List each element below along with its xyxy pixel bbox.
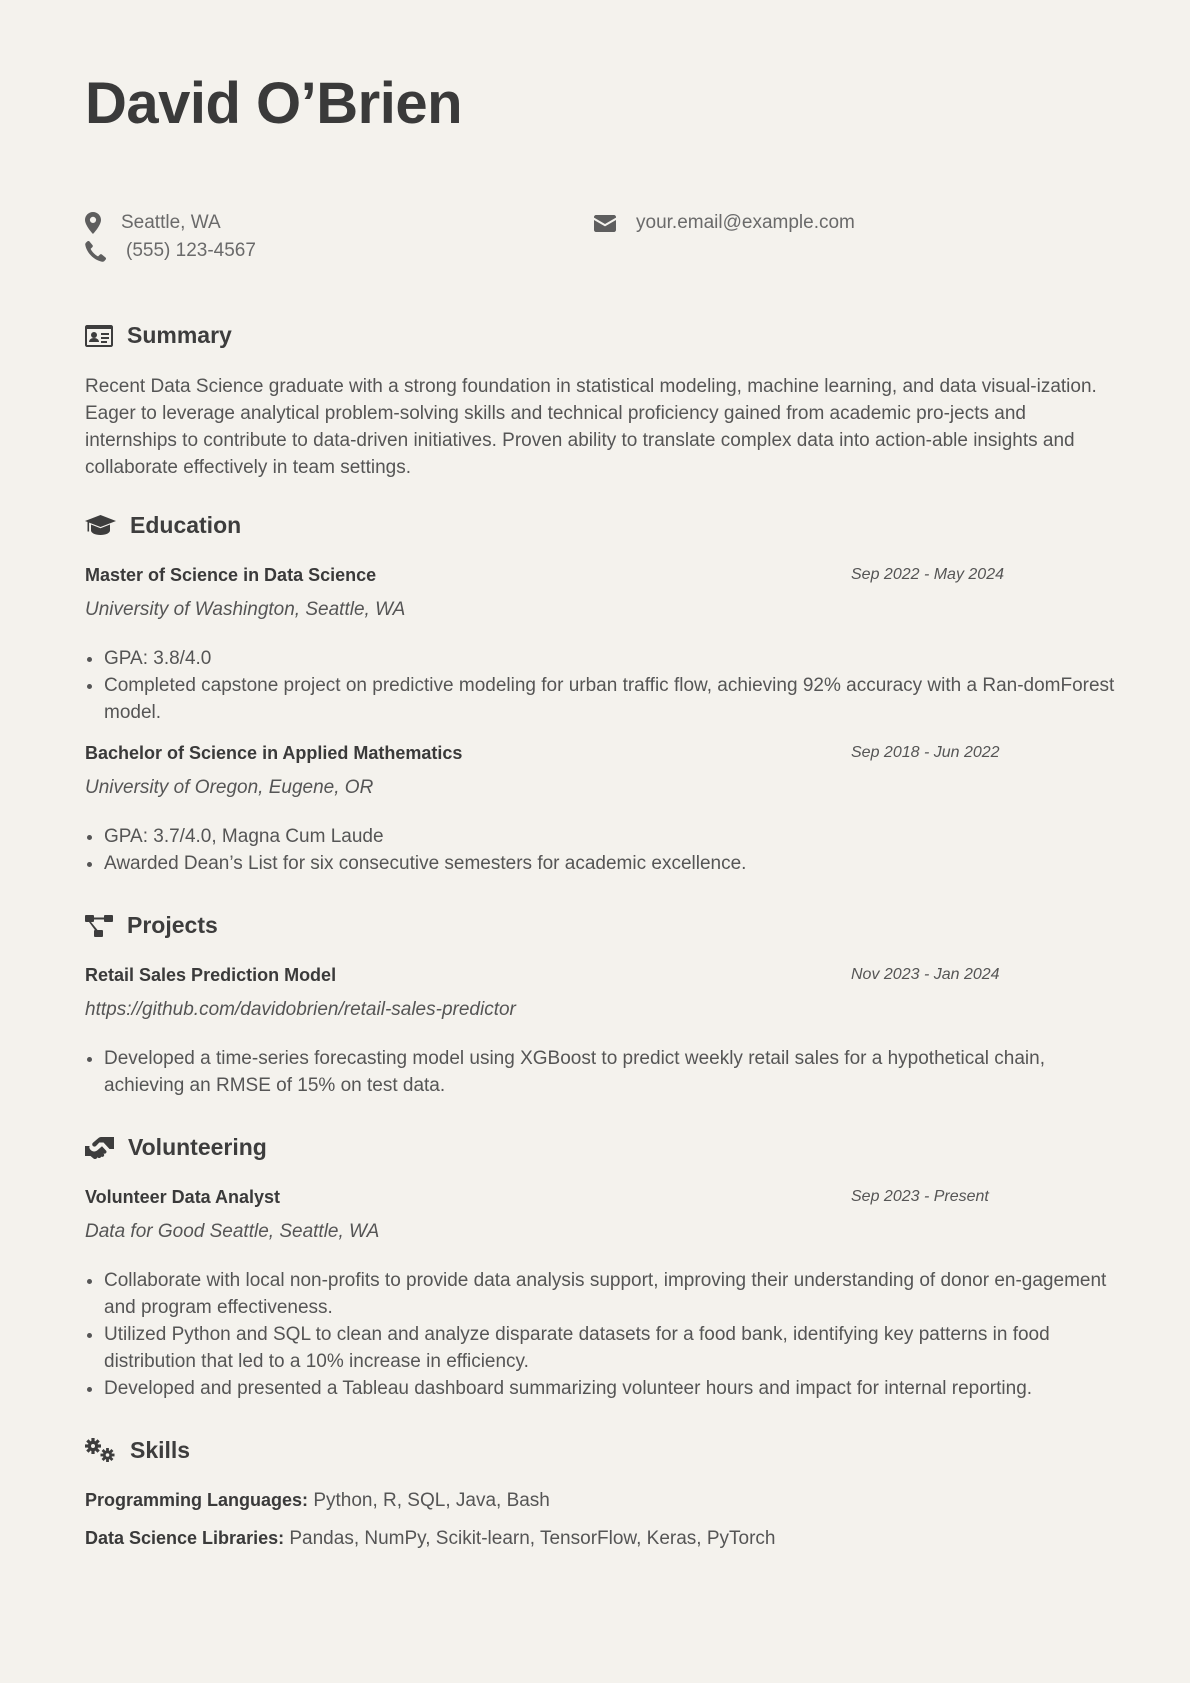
volunteer-1-date: Sep 2023 - Present xyxy=(851,1188,989,1205)
list-item: • Developed a time-series forecasting model using XGBoost to predict weekly retail sales for a hypothetical chain, achieving an RMSE of 15% on test data. xyxy=(104,1045,1129,1099)
volunteer-1-organization: Data for Good Seattle, Seattle, WA xyxy=(85,1221,380,1242)
location-text: Seattle, WA xyxy=(121,212,221,233)
phone-icon xyxy=(85,241,106,262)
projects-heading xyxy=(85,912,218,939)
education-title: Education xyxy=(130,512,242,538)
handshake-icon xyxy=(85,1137,114,1159)
education-2-title: Bachelor of Science in Applied Mathematics xyxy=(85,743,463,763)
id-card-icon xyxy=(85,325,113,347)
volunteer-1-bullets xyxy=(85,1267,1129,1402)
candidate-name: David O’Brien xyxy=(85,71,463,136)
education-1-bullets xyxy=(85,645,1129,726)
education-2-date: Sep 2018 - Jun 2022 xyxy=(851,744,1000,761)
project-1-bullets xyxy=(85,1045,1129,1099)
education-2-bullets xyxy=(85,823,1129,877)
education-1-date: Sep 2022 - May 2024 xyxy=(851,566,1004,583)
volunteering-title: Volunteering xyxy=(128,1134,267,1160)
summary-title: Summary xyxy=(127,322,232,348)
list-item: • Collaborate with local non-profits to provide data analysis support, improving their understanding of donor en-gagement and program effectiveness. xyxy=(104,1267,1129,1321)
email-link[interactable]: your.email@example.com xyxy=(636,212,855,233)
list-item: • Completed capstone project on predictive modeling for urban traffic flow, achieving 92% accuracy with a Ran-domForest model. xyxy=(104,672,1129,726)
list-item: • GPA: 3.8/4.0 xyxy=(104,645,1129,672)
map-marker-icon xyxy=(85,212,101,234)
list-item: • Developed and presented a Tableau dashboard summarizing volunteer hours and impact for internal reporting. xyxy=(104,1375,1129,1402)
skill-line-libraries xyxy=(85,1528,775,1550)
project-diagram-icon xyxy=(85,915,113,937)
phone-text: (555) 123-4567 xyxy=(126,240,256,261)
project-1-link[interactable]: https://github.com/davidobrien/retail-sales-predictor xyxy=(85,999,516,1020)
contact-phone xyxy=(85,240,256,262)
list-item: • GPA: 3.7/4.0, Magna Cum Laude xyxy=(104,823,1129,850)
skill-label: Programming Languages: xyxy=(85,1490,309,1510)
skills-title: Skills xyxy=(130,1437,191,1463)
list-item: • Utilized Python and SQL to clean and analyze disparate datasets for a food bank, identifying key patterns in food distribution that led to a 10% increase in efficiency. xyxy=(104,1321,1129,1375)
projects-title: Projects xyxy=(127,912,218,938)
summary-text: Recent Data Science graduate with a strong foundation in statistical modeling, machine learning, and data visual-ization. Eager to leverage analytical problem-solving skills and technical proficiency gained from academic pro-jects and internships to contribute to data-driven initiatives. Proven ability to translate complex data into action-able insights and collaborate effectively in team settings. xyxy=(85,376,1097,478)
skill-value: Python, R, SQL, Java, Bash xyxy=(313,1490,550,1511)
skill-value: Pandas, NumPy, Scikit-learn, TensorFlow, Keras, PyTorch xyxy=(289,1528,776,1549)
volunteer-1-title: Volunteer Data Analyst xyxy=(85,1187,281,1207)
contact-location xyxy=(85,212,221,234)
summary-heading xyxy=(85,322,232,349)
volunteering-heading xyxy=(85,1134,267,1161)
skill-line-programming xyxy=(85,1490,550,1512)
project-1-date: Nov 2023 - Jan 2024 xyxy=(851,966,1000,983)
graduation-cap-icon xyxy=(85,515,116,537)
project-1-title: Retail Sales Prediction Model xyxy=(85,965,337,985)
skills-heading xyxy=(85,1437,190,1464)
education-heading xyxy=(85,512,241,539)
education-1-institution: University of Washington, Seattle, WA xyxy=(85,599,406,620)
gears-icon xyxy=(85,1438,116,1463)
contact-email xyxy=(594,212,855,234)
envelope-icon xyxy=(594,215,616,232)
education-2-institution: University of Oregon, Eugene, OR xyxy=(85,777,374,798)
list-item: • Awarded Dean’s List for six consecutive semesters for academic excellence. xyxy=(104,850,1129,877)
education-1-title: Master of Science in Data Science xyxy=(85,565,377,585)
skill-label: Data Science Libraries: xyxy=(85,1528,285,1548)
